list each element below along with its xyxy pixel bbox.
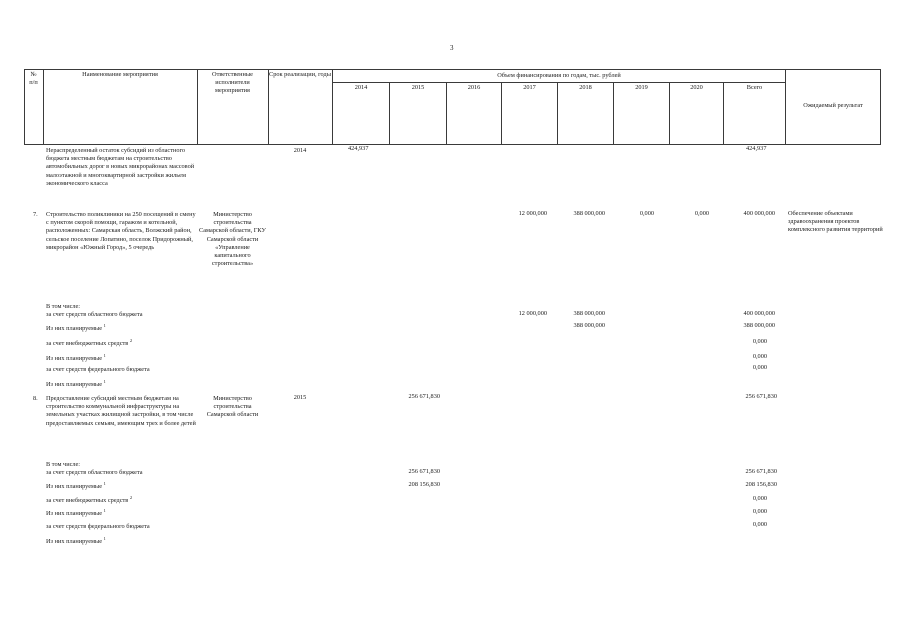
row8-regional: за счет средств областного бюджета <box>46 469 143 476</box>
footnote-mark: 1 <box>103 378 106 384</box>
footnote-mark: 2 <box>129 337 133 343</box>
row7-result: Обеспечение объектами здравоохранения проектов комплексного развития территорий <box>788 210 883 234</box>
residual-2014: 424,937 <box>348 145 369 152</box>
row8-2015: 256 671,830 <box>408 393 440 400</box>
header-year-2019: 2019 <box>635 84 648 91</box>
residual-period: 2014 <box>293 147 307 154</box>
page-number: 3 <box>450 44 454 52</box>
row7-extrabudget-total: 0,000 <box>752 338 767 345</box>
footnote-mark: 2 <box>129 494 133 500</box>
row8-total: 256 671,830 <box>745 393 777 400</box>
row8-executor: Министерство строительства Самарской области <box>206 395 259 419</box>
row7-regional-2018: 388 000,000 <box>573 310 605 317</box>
row8-extrabudget: за счет внебюджетных средств <box>46 497 129 504</box>
row8-regional-total: 256 671,830 <box>745 468 777 475</box>
row8-period: 2015 <box>293 394 307 401</box>
footnote-mark: 1 <box>103 322 106 328</box>
header-executor: Ответственные исполнители мероприятия <box>212 71 253 95</box>
header-name: Наименование мероприятия <box>82 71 158 78</box>
row7-total: 400 000,000 <box>743 210 775 217</box>
row8-federal: за счет средств федерального бюджета <box>46 523 150 530</box>
row8-planned3: Из них планируемые <box>46 538 103 545</box>
footnote-mark: 1 <box>103 480 106 486</box>
row8-planned1: Из них планируемые <box>46 483 103 490</box>
row7-planned3: Из них планируемые <box>46 381 103 388</box>
footnote-mark: 1 <box>103 352 106 358</box>
row7-executor: Министерство строительства Самарской области, ГКУ Самарской области «Управление капитального строительства» <box>199 211 266 268</box>
footnote-mark: 1 <box>103 507 106 513</box>
header-year-2018: 2018 <box>579 84 592 91</box>
residual-name: Нераспределенный остаток субсидий из областного бюджета местным бюджетам на строительство автомобильных дорог в новых микрорайонах массовой малоэтажной и многоквартирной застройки жильем экономического класса <box>46 147 195 187</box>
row8-regional-2015: 256 671,830 <box>408 468 440 475</box>
header-year-2016: 2016 <box>467 84 481 91</box>
row7-planned1: Из них планируемые <box>46 325 103 332</box>
row8-number: 8. <box>33 395 38 402</box>
footnote-mark: 1 <box>103 535 106 541</box>
header-funding: Объем финансирования по годам, тыс. рублей <box>497 72 621 79</box>
row7-regional-total: 400 000,000 <box>743 310 775 317</box>
row7-planned1-total: 388 000,000 <box>743 322 775 329</box>
row8-planned2-total: 0,000 <box>752 508 767 515</box>
row7-2020: 0,000 <box>694 210 709 217</box>
row7-2019: 0,000 <box>639 210 654 217</box>
row7-name: Строительство поликлиники на 250 посещений в смену с пунктом скорой помощи, гаражом и котельной, расположенных: Самарская область, Волжский район, сельское поселение Лопатино, поселок Придорожный, микрорайон «Южный Город», 5 очередь <box>46 211 196 251</box>
row8-federal-total: 0,000 <box>752 521 767 528</box>
row8-including: В том числе: <box>46 461 81 468</box>
row7-planned1-2018: 388 000,000 <box>573 322 605 329</box>
row7-2017: 12 000,000 <box>518 210 547 217</box>
row7-planned2-total: 0,000 <box>752 353 767 360</box>
row8-planned2: Из них планируемые <box>46 510 103 517</box>
row8-extrabudget-total: 0,000 <box>752 495 767 502</box>
header-result: Ожидаемый результат <box>803 102 863 109</box>
row8-planned1-2015: 208 156,830 <box>408 481 440 488</box>
header-number: № п/п <box>29 71 38 87</box>
row7-regional-2017: 12 000,000 <box>518 310 547 317</box>
row7-including: В том числе: <box>46 303 81 310</box>
row7-planned2: Из них планируемые <box>46 355 103 362</box>
header-year-2014: 2014 <box>354 84 368 91</box>
row7-extrabudget: за счет внебюджетных средств <box>46 340 129 347</box>
header-year-2020: 2020 <box>690 84 703 91</box>
header-period: Срок реализации, годы <box>269 71 331 78</box>
header-year-2017: 2017 <box>523 84 536 91</box>
row7-2018: 388 000,000 <box>573 210 605 217</box>
row8-planned1-total: 208 156,830 <box>745 481 777 488</box>
row7-federal-total: 0,000 <box>752 364 767 371</box>
row7-federal: за счет средств федерального бюджета <box>46 366 150 373</box>
row8-name: Предоставление субсидий местным бюджетам на строительство коммунальной инфраструктуры на земельных участках жилищной застройки, в том числе предоставляемых семьям, имеющим трех и более детей <box>46 395 196 427</box>
row7-number: 7. <box>33 211 38 218</box>
header-total: Всего <box>746 84 763 91</box>
row7-regional: за счет средств областного бюджета <box>46 311 143 318</box>
residual-total: 424,937 <box>746 145 767 152</box>
header-year-2015: 2015 <box>411 84 425 91</box>
